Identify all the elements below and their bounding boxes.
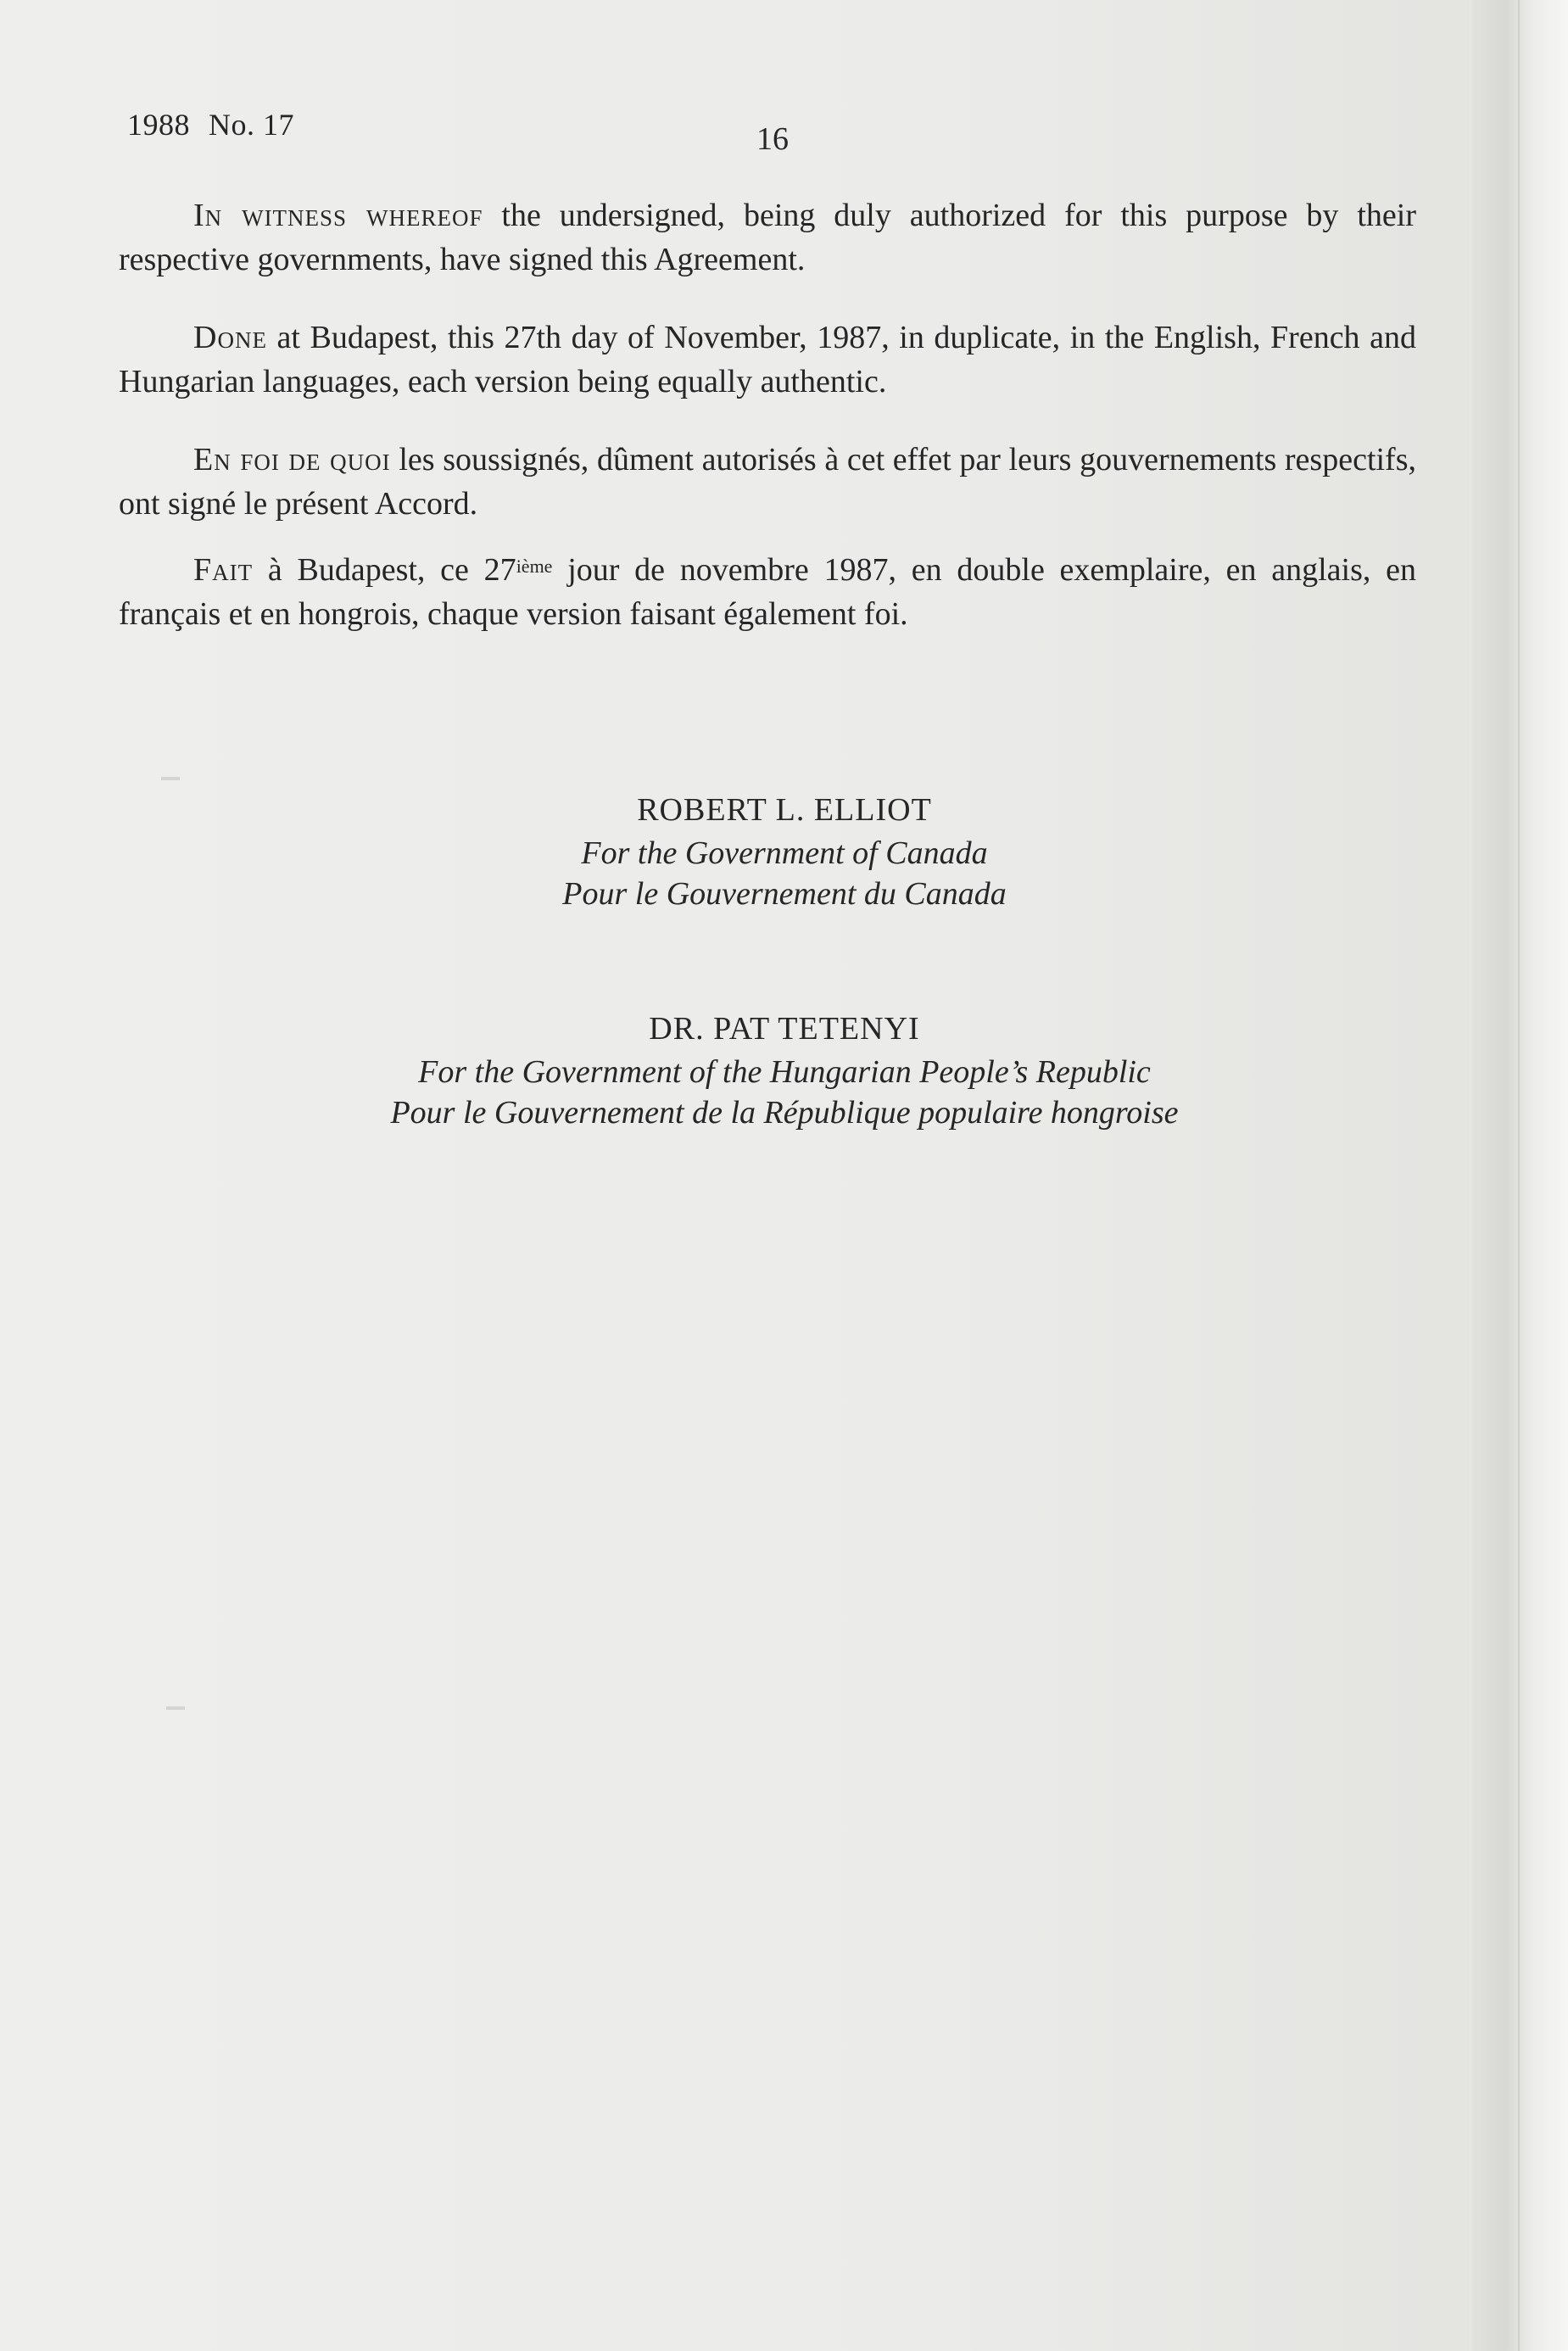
paragraph-lead: En foi de quoi	[193, 442, 391, 477]
signature-block-canada	[170, 787, 1399, 914]
ordinal-superscript: ième	[516, 556, 553, 577]
page-edge-line	[1518, 0, 1520, 2351]
header-year: 1988	[127, 108, 190, 142]
paragraph-text: at Budapest, this 27th day of November, 1987, in duplicate, in the English, French and Hungarian languages, each version being equally authentic.	[119, 320, 1416, 399]
scan-speck	[161, 777, 180, 780]
paragraph-en-foi-de-quoi	[119, 438, 1416, 526]
scan-speck	[166, 1706, 185, 1710]
page-number: 16	[756, 121, 789, 157]
signatory-role-english: For the Government of the Hungarian People’s Republic	[418, 1054, 1151, 1090]
paragraph-text: the undersigned, being duly authorized for this purpose by their respective governments, have signed this Agreement.	[119, 198, 1416, 277]
page-gutter-shadow	[1471, 0, 1568, 2351]
paragraph-in-witness	[119, 193, 1416, 282]
paragraph-done	[119, 316, 1416, 404]
paragraph-lead: Fait	[193, 552, 254, 588]
paragraph-lead: In witness whereof	[193, 198, 483, 233]
paragraph-text: les soussignés, dûment autorisés à cet effet par leurs gouvernements respectifs, ont signé le présent Accord.	[119, 442, 1417, 522]
signatory-role-french: Pour le Gouvernement du Canada	[562, 876, 1007, 912]
signature-block-hungary	[170, 1006, 1399, 1133]
signatory-name: ROBERT L. ELLIOT	[637, 792, 932, 828]
paragraph-lead: Done	[193, 320, 267, 355]
signatory-role-french: Pour le Gouvernement de la République populaire hongroise	[390, 1095, 1179, 1131]
signatory-name: DR. PAT TETENYI	[649, 1011, 920, 1047]
paragraph-text-before: à Budapest, ce 27	[253, 552, 516, 588]
running-header	[127, 107, 294, 142]
signatory-role-english: For the Government of Canada	[581, 835, 988, 871]
paragraph-text-after: jour de novembre 1987, en double exemplaire, en anglais, en français et en hongrois, chaque version faisant également foi.	[119, 552, 1416, 632]
paragraph-fait	[119, 548, 1416, 636]
header-number: No. 17	[209, 108, 294, 142]
